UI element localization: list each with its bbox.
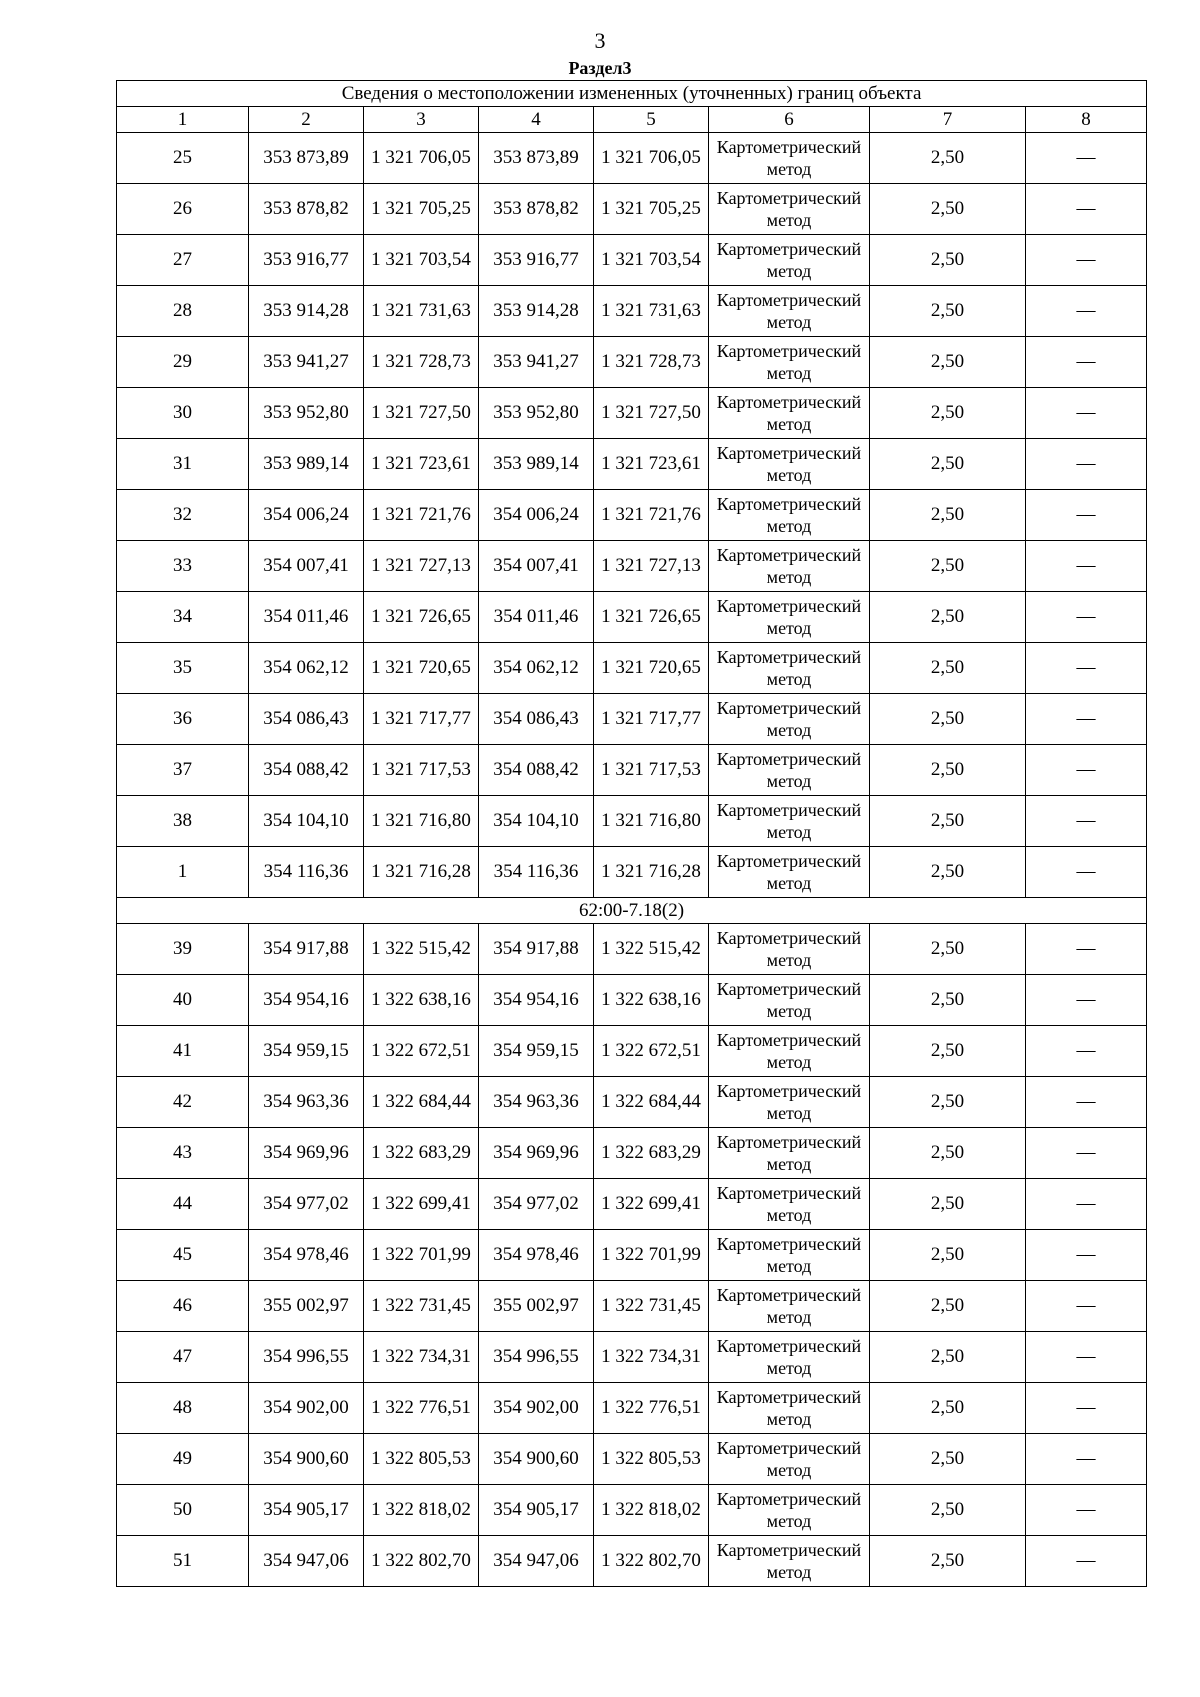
y-existing-cell: 1 321 727,50 — [364, 388, 479, 439]
table-row — [117, 1230, 1147, 1281]
method-cell: Картометрический метод — [709, 1485, 870, 1536]
description-cell: — — [1026, 337, 1147, 388]
x-refined-cell: 354 905,17 — [479, 1485, 594, 1536]
table-row — [117, 847, 1147, 898]
y-existing-cell: 1 322 818,02 — [364, 1485, 479, 1536]
point-number-cell: 38 — [117, 796, 249, 847]
column-header: 3 — [364, 107, 479, 133]
method-cell: Картометрический метод — [709, 439, 870, 490]
y-refined-cell: 1 321 731,63 — [594, 286, 709, 337]
column-header: 1 — [117, 107, 249, 133]
method-cell: Картометрический метод — [709, 796, 870, 847]
x-refined-cell: 354 917,88 — [479, 924, 594, 975]
y-refined-cell: 1 321 726,65 — [594, 592, 709, 643]
accuracy-cell: 2,50 — [870, 286, 1026, 337]
y-refined-cell: 1 322 776,51 — [594, 1383, 709, 1434]
accuracy-cell: 2,50 — [870, 847, 1026, 898]
y-refined-cell: 1 321 703,54 — [594, 235, 709, 286]
y-existing-cell: 1 322 805,53 — [364, 1434, 479, 1485]
point-number-cell: 48 — [117, 1383, 249, 1434]
x-existing-cell: 354 917,88 — [249, 924, 364, 975]
description-cell: — — [1026, 694, 1147, 745]
y-refined-cell: 1 322 805,53 — [594, 1434, 709, 1485]
x-refined-cell: 354 902,00 — [479, 1383, 594, 1434]
description-cell: — — [1026, 133, 1147, 184]
accuracy-cell: 2,50 — [870, 1179, 1026, 1230]
y-refined-cell: 1 321 705,25 — [594, 184, 709, 235]
point-number-cell: 46 — [117, 1281, 249, 1332]
table-row — [117, 490, 1147, 541]
accuracy-cell: 2,50 — [870, 1281, 1026, 1332]
x-existing-cell: 354 978,46 — [249, 1230, 364, 1281]
x-existing-cell: 353 941,27 — [249, 337, 364, 388]
x-refined-cell: 354 954,16 — [479, 975, 594, 1026]
x-refined-cell: 354 900,60 — [479, 1434, 594, 1485]
point-number-cell: 31 — [117, 439, 249, 490]
description-cell: — — [1026, 1536, 1147, 1587]
method-cell: Картометрический метод — [709, 847, 870, 898]
x-refined-cell: 354 011,46 — [479, 592, 594, 643]
x-existing-cell: 354 947,06 — [249, 1536, 364, 1587]
y-existing-cell: 1 321 716,80 — [364, 796, 479, 847]
point-number-cell: 40 — [117, 975, 249, 1026]
y-existing-cell: 1 321 721,76 — [364, 490, 479, 541]
accuracy-cell: 2,50 — [870, 694, 1026, 745]
x-refined-cell: 354 006,24 — [479, 490, 594, 541]
y-refined-cell: 1 322 731,45 — [594, 1281, 709, 1332]
table-row — [117, 235, 1147, 286]
point-number-cell: 25 — [117, 133, 249, 184]
y-refined-cell: 1 322 699,41 — [594, 1179, 709, 1230]
description-cell: — — [1026, 1434, 1147, 1485]
table-row — [117, 975, 1147, 1026]
point-number-cell: 41 — [117, 1026, 249, 1077]
accuracy-cell: 2,50 — [870, 1383, 1026, 1434]
description-cell: — — [1026, 490, 1147, 541]
point-number-cell: 42 — [117, 1077, 249, 1128]
y-existing-cell: 1 322 802,70 — [364, 1536, 479, 1587]
y-refined-cell: 1 322 701,99 — [594, 1230, 709, 1281]
y-refined-cell: 1 321 723,61 — [594, 439, 709, 490]
method-cell: Картометрический метод — [709, 592, 870, 643]
accuracy-cell: 2,50 — [870, 924, 1026, 975]
method-cell: Картометрический метод — [709, 643, 870, 694]
description-cell: — — [1026, 1485, 1147, 1536]
x-existing-cell: 353 878,82 — [249, 184, 364, 235]
accuracy-cell: 2,50 — [870, 133, 1026, 184]
x-existing-cell: 354 086,43 — [249, 694, 364, 745]
y-existing-cell: 1 321 705,25 — [364, 184, 479, 235]
section-title: Раздел3 — [568, 58, 632, 78]
accuracy-cell: 2,50 — [870, 1434, 1026, 1485]
x-refined-cell: 353 914,28 — [479, 286, 594, 337]
column-header: 6 — [709, 107, 870, 133]
x-refined-cell: 354 086,43 — [479, 694, 594, 745]
description-cell: — — [1026, 286, 1147, 337]
point-number-cell: 51 — [117, 1536, 249, 1587]
x-existing-cell: 354 969,96 — [249, 1128, 364, 1179]
y-existing-cell: 1 322 684,44 — [364, 1077, 479, 1128]
accuracy-cell: 2,50 — [870, 592, 1026, 643]
x-existing-cell: 354 007,41 — [249, 541, 364, 592]
method-cell: Картометрический метод — [709, 388, 870, 439]
method-cell: Картометрический метод — [709, 541, 870, 592]
accuracy-cell: 2,50 — [870, 337, 1026, 388]
y-refined-cell: 1 321 720,65 — [594, 643, 709, 694]
point-number-cell: 49 — [117, 1434, 249, 1485]
x-existing-cell: 354 062,12 — [249, 643, 364, 694]
method-cell: Картометрический метод — [709, 975, 870, 1026]
accuracy-cell: 2,50 — [870, 1230, 1026, 1281]
y-existing-cell: 1 322 638,16 — [364, 975, 479, 1026]
x-existing-cell: 353 952,80 — [249, 388, 364, 439]
y-existing-cell: 1 321 717,53 — [364, 745, 479, 796]
method-cell: Картометрический метод — [709, 235, 870, 286]
accuracy-cell: 2,50 — [870, 975, 1026, 1026]
accuracy-cell: 2,50 — [870, 184, 1026, 235]
description-cell: — — [1026, 643, 1147, 694]
y-existing-cell: 1 321 731,63 — [364, 286, 479, 337]
y-refined-cell: 1 322 802,70 — [594, 1536, 709, 1587]
x-refined-cell: 354 963,36 — [479, 1077, 594, 1128]
method-cell: Картометрический метод — [709, 745, 870, 796]
table-body — [117, 133, 1147, 1587]
y-existing-cell: 1 321 720,65 — [364, 643, 479, 694]
accuracy-cell: 2,50 — [870, 1077, 1026, 1128]
table-row — [117, 184, 1147, 235]
column-header: 8 — [1026, 107, 1147, 133]
y-refined-cell: 1 321 716,28 — [594, 847, 709, 898]
y-refined-cell: 1 322 672,51 — [594, 1026, 709, 1077]
x-existing-cell: 354 088,42 — [249, 745, 364, 796]
y-existing-cell: 1 321 723,61 — [364, 439, 479, 490]
point-number-cell: 34 — [117, 592, 249, 643]
accuracy-cell: 2,50 — [870, 796, 1026, 847]
y-existing-cell: 1 322 683,29 — [364, 1128, 479, 1179]
point-number-cell: 1 — [117, 847, 249, 898]
description-cell: — — [1026, 1230, 1147, 1281]
y-refined-cell: 1 322 734,31 — [594, 1332, 709, 1383]
x-refined-cell: 354 996,55 — [479, 1332, 594, 1383]
table-row — [117, 745, 1147, 796]
method-cell: Картометрический метод — [709, 1434, 870, 1485]
table-row — [117, 133, 1147, 184]
method-cell: Картометрический метод — [709, 490, 870, 541]
x-existing-cell: 354 963,36 — [249, 1077, 364, 1128]
x-existing-cell: 354 104,10 — [249, 796, 364, 847]
table-row — [117, 694, 1147, 745]
method-cell: Картометрический метод — [709, 1332, 870, 1383]
accuracy-cell: 2,50 — [870, 1128, 1026, 1179]
description-cell: — — [1026, 439, 1147, 490]
accuracy-cell: 2,50 — [870, 235, 1026, 286]
method-cell: Картометрический метод — [709, 1281, 870, 1332]
accuracy-cell: 2,50 — [870, 1485, 1026, 1536]
method-cell: Картометрический метод — [709, 184, 870, 235]
method-cell: Картометрический метод — [709, 1128, 870, 1179]
method-cell: Картометрический метод — [709, 694, 870, 745]
description-cell: — — [1026, 1077, 1147, 1128]
x-refined-cell: 354 116,36 — [479, 847, 594, 898]
x-existing-cell: 354 959,15 — [249, 1026, 364, 1077]
y-refined-cell: 1 321 717,53 — [594, 745, 709, 796]
accuracy-cell: 2,50 — [870, 388, 1026, 439]
x-refined-cell: 353 878,82 — [479, 184, 594, 235]
method-cell: Картометрический метод — [709, 1383, 870, 1434]
table-row — [117, 924, 1147, 975]
x-existing-cell: 353 989,14 — [249, 439, 364, 490]
y-existing-cell: 1 322 734,31 — [364, 1332, 479, 1383]
method-cell: Картометрический метод — [709, 286, 870, 337]
accuracy-cell: 2,50 — [870, 1536, 1026, 1587]
x-existing-cell: 353 916,77 — [249, 235, 364, 286]
table-row — [117, 1077, 1147, 1128]
accuracy-cell: 2,50 — [870, 490, 1026, 541]
table-row — [117, 1026, 1147, 1077]
x-refined-cell: 353 952,80 — [479, 388, 594, 439]
page-number: 3 — [594, 28, 606, 53]
column-header: 4 — [479, 107, 594, 133]
x-existing-cell: 354 977,02 — [249, 1179, 364, 1230]
table-row — [117, 286, 1147, 337]
description-cell: — — [1026, 1332, 1147, 1383]
x-refined-cell: 353 873,89 — [479, 133, 594, 184]
y-refined-cell: 1 322 683,29 — [594, 1128, 709, 1179]
x-existing-cell: 354 905,17 — [249, 1485, 364, 1536]
y-refined-cell: 1 322 684,44 — [594, 1077, 709, 1128]
point-number-cell: 28 — [117, 286, 249, 337]
x-refined-cell: 354 062,12 — [479, 643, 594, 694]
y-existing-cell: 1 321 706,05 — [364, 133, 479, 184]
y-refined-cell: 1 321 716,80 — [594, 796, 709, 847]
description-cell: — — [1026, 388, 1147, 439]
table-row — [117, 1485, 1147, 1536]
x-refined-cell: 354 104,10 — [479, 796, 594, 847]
description-cell: — — [1026, 924, 1147, 975]
accuracy-cell: 2,50 — [870, 745, 1026, 796]
accuracy-cell: 2,50 — [870, 439, 1026, 490]
description-cell: — — [1026, 184, 1147, 235]
description-cell: — — [1026, 847, 1147, 898]
accuracy-cell: 2,50 — [870, 541, 1026, 592]
y-existing-cell: 1 321 728,73 — [364, 337, 479, 388]
y-refined-cell: 1 322 515,42 — [594, 924, 709, 975]
method-cell: Картометрический метод — [709, 1026, 870, 1077]
x-existing-cell: 354 900,60 — [249, 1434, 364, 1485]
table-row — [117, 541, 1147, 592]
y-refined-cell: 1 321 721,76 — [594, 490, 709, 541]
point-number-cell: 26 — [117, 184, 249, 235]
table-row — [117, 1128, 1147, 1179]
y-refined-cell: 1 322 818,02 — [594, 1485, 709, 1536]
y-existing-cell: 1 321 727,13 — [364, 541, 479, 592]
table-caption: Сведения о местоположении измененных (уточненных) границ объекта — [117, 81, 1147, 107]
x-refined-cell: 353 916,77 — [479, 235, 594, 286]
x-refined-cell: 354 007,41 — [479, 541, 594, 592]
x-existing-cell: 354 116,36 — [249, 847, 364, 898]
x-refined-cell: 354 969,96 — [479, 1128, 594, 1179]
accuracy-cell: 2,50 — [870, 1026, 1026, 1077]
description-cell: — — [1026, 235, 1147, 286]
table-row — [117, 388, 1147, 439]
table-row — [117, 796, 1147, 847]
description-cell: — — [1026, 796, 1147, 847]
group-label-row — [117, 898, 1147, 924]
x-refined-cell: 354 978,46 — [479, 1230, 594, 1281]
point-number-cell: 50 — [117, 1485, 249, 1536]
point-number-cell: 36 — [117, 694, 249, 745]
point-number-cell: 30 — [117, 388, 249, 439]
y-existing-cell: 1 322 515,42 — [364, 924, 479, 975]
group-label: 62:00-7.18(2) — [117, 898, 1147, 924]
header-row — [117, 107, 1147, 133]
y-existing-cell: 1 322 701,99 — [364, 1230, 479, 1281]
point-number-cell: 47 — [117, 1332, 249, 1383]
y-refined-cell: 1 321 717,77 — [594, 694, 709, 745]
point-number-cell: 32 — [117, 490, 249, 541]
y-refined-cell: 1 321 706,05 — [594, 133, 709, 184]
description-cell: — — [1026, 1383, 1147, 1434]
description-cell: — — [1026, 541, 1147, 592]
accuracy-cell: 2,50 — [870, 1332, 1026, 1383]
accuracy-cell: 2,50 — [870, 643, 1026, 694]
y-refined-cell: 1 321 728,73 — [594, 337, 709, 388]
x-refined-cell: 354 088,42 — [479, 745, 594, 796]
y-existing-cell: 1 321 716,28 — [364, 847, 479, 898]
point-number-cell: 33 — [117, 541, 249, 592]
description-cell: — — [1026, 1281, 1147, 1332]
x-refined-cell: 353 941,27 — [479, 337, 594, 388]
y-refined-cell: 1 322 638,16 — [594, 975, 709, 1026]
x-refined-cell: 353 989,14 — [479, 439, 594, 490]
description-cell: — — [1026, 1026, 1147, 1077]
x-refined-cell: 355 002,97 — [479, 1281, 594, 1332]
y-existing-cell: 1 322 699,41 — [364, 1179, 479, 1230]
column-header: 5 — [594, 107, 709, 133]
table-row — [117, 1434, 1147, 1485]
description-cell: — — [1026, 592, 1147, 643]
point-number-cell: 27 — [117, 235, 249, 286]
point-number-cell: 37 — [117, 745, 249, 796]
method-cell: Картометрический метод — [709, 133, 870, 184]
x-existing-cell: 353 873,89 — [249, 133, 364, 184]
table-row — [117, 1281, 1147, 1332]
x-existing-cell: 354 902,00 — [249, 1383, 364, 1434]
point-number-cell: 43 — [117, 1128, 249, 1179]
table-row — [117, 439, 1147, 490]
x-existing-cell: 354 006,24 — [249, 490, 364, 541]
description-cell: — — [1026, 1128, 1147, 1179]
y-existing-cell: 1 322 776,51 — [364, 1383, 479, 1434]
table-row — [117, 643, 1147, 694]
description-cell: — — [1026, 1179, 1147, 1230]
y-existing-cell: 1 322 672,51 — [364, 1026, 479, 1077]
x-refined-cell: 354 947,06 — [479, 1536, 594, 1587]
column-header: 2 — [249, 107, 364, 133]
table-row — [117, 337, 1147, 388]
y-existing-cell: 1 321 717,77 — [364, 694, 479, 745]
y-existing-cell: 1 321 703,54 — [364, 235, 479, 286]
x-refined-cell: 354 959,15 — [479, 1026, 594, 1077]
x-existing-cell: 354 996,55 — [249, 1332, 364, 1383]
method-cell: Картометрический метод — [709, 337, 870, 388]
point-number-cell: 45 — [117, 1230, 249, 1281]
table-row — [117, 1536, 1147, 1587]
y-existing-cell: 1 321 726,65 — [364, 592, 479, 643]
description-cell: — — [1026, 745, 1147, 796]
y-existing-cell: 1 322 731,45 — [364, 1281, 479, 1332]
point-number-cell: 39 — [117, 924, 249, 975]
x-existing-cell: 354 954,16 — [249, 975, 364, 1026]
x-existing-cell: 353 914,28 — [249, 286, 364, 337]
description-cell: — — [1026, 975, 1147, 1026]
table-row — [117, 1179, 1147, 1230]
method-cell: Картометрический метод — [709, 924, 870, 975]
point-number-cell: 44 — [117, 1179, 249, 1230]
method-cell: Картометрический метод — [709, 1230, 870, 1281]
column-header: 7 — [870, 107, 1026, 133]
point-number-cell: 29 — [117, 337, 249, 388]
y-refined-cell: 1 321 727,50 — [594, 388, 709, 439]
x-existing-cell: 355 002,97 — [249, 1281, 364, 1332]
table-row — [117, 592, 1147, 643]
x-refined-cell: 354 977,02 — [479, 1179, 594, 1230]
method-cell: Картометрический метод — [709, 1536, 870, 1587]
table-row — [117, 1332, 1147, 1383]
boundary-table — [116, 80, 1147, 1587]
method-cell: Картометрический метод — [709, 1179, 870, 1230]
table-row — [117, 1383, 1147, 1434]
y-refined-cell: 1 321 727,13 — [594, 541, 709, 592]
point-number-cell: 35 — [117, 643, 249, 694]
method-cell: Картометрический метод — [709, 1077, 870, 1128]
x-existing-cell: 354 011,46 — [249, 592, 364, 643]
